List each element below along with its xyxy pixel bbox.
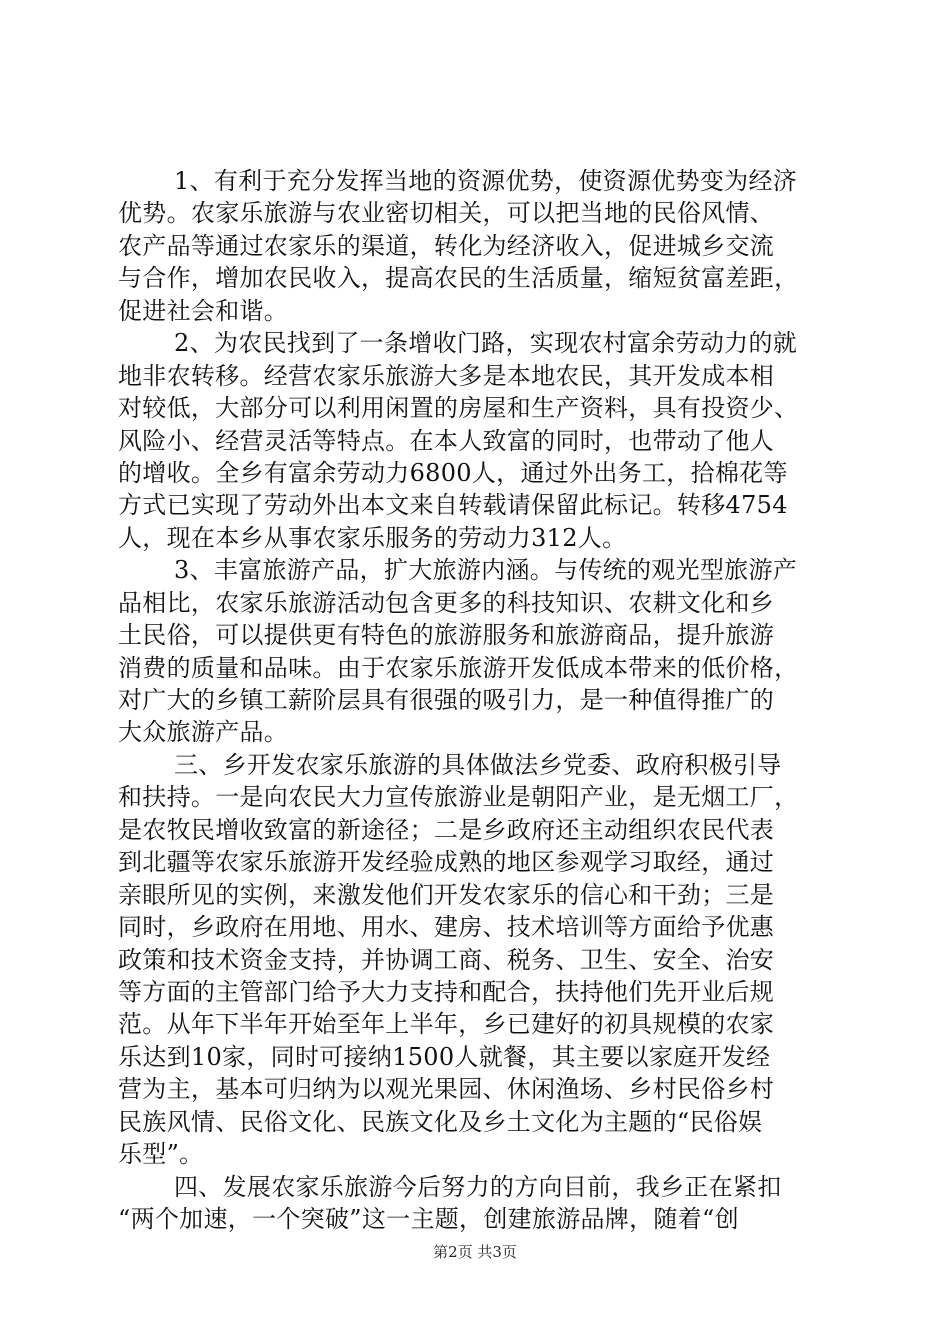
text-line: 对较低，大部分可以利用闲置的房屋和生产资料，具有投资少、	[118, 394, 799, 423]
text-line: 地非农转移。经营农家乐旅游大多是本地农民，其开发成本相	[118, 361, 775, 390]
text-line: 到北疆等农家乐旅游开发经验成熟的地区参观学习取经，通过	[118, 848, 775, 877]
text-line: 对广大的乡镇工薪阶层具有很强的吸引力，是一种值得推广的	[118, 686, 775, 714]
text-line: 风险小、经营灵活等特点。在本人致富的同时，也带动了他人	[118, 426, 775, 455]
text-line: 同时，乡政府在用地、用水、建房、技术培训等方面给予优惠	[118, 913, 775, 942]
text-line: 人，现在本乡从事农家乐服务的劳动力312人。	[118, 523, 627, 552]
para-point-2	[118, 327, 848, 554]
text-line: 促进社会和谐。	[118, 296, 289, 325]
text-line: 大众旅游产品。	[118, 718, 289, 747]
para-point-3	[118, 554, 848, 749]
text-line: 方式已实现了劳动外出本文来自转载请保留此标记。转移4754	[118, 491, 788, 520]
text-line: 民族风情、民俗文化、民族文化及乡土文化为主题的“民俗娱	[118, 1107, 763, 1136]
text-line: 政策和技术资金支持，并协调工商、税务、卫生、安全、治安	[118, 945, 775, 974]
text-line: 三、乡开发农家乐旅游的具体做法乡党委、政府积极引导	[174, 750, 782, 779]
para-point-1	[118, 165, 848, 327]
text-line: 优势。农家乐旅游与农业密切相关，可以把当地的民俗风情、	[118, 199, 775, 228]
para-section-4	[118, 1171, 848, 1236]
text-line: 等方面的主管部门给予大力支持和配合，扶持他们先开业后规	[118, 977, 775, 1006]
text-line: 农产品等通过农家乐的渠道，转化为经济收入，促进城乡交流	[118, 231, 775, 260]
text-line: 营为主，基本可归纳为以观光果园、休闲渔场、乡村民俗乡村	[118, 1075, 775, 1104]
page-footer	[0, 1242, 950, 1262]
text-line: 范。从年下半年开始至年上半年，乡已建好的初具规模的农家	[118, 1010, 775, 1039]
text-line: 1、有利于充分发挥当地的资源优势，使资源优势变为经济	[174, 167, 798, 195]
text-line: 2、为农民找到了一条增收门路，实现农村富余劳动力的就	[174, 329, 798, 358]
para-section-3	[118, 749, 848, 1171]
text-line: 3、丰富旅游产品，扩大旅游内涵。与传统的观光型旅游产	[174, 556, 798, 585]
text-line: 消费的质量和品味。由于农家乐旅游开发低成本带来的低价格，	[118, 653, 799, 682]
text-line: 是农牧民增收致富的新途径；二是乡政府还主动组织农民代表	[118, 815, 775, 844]
text-line: 的增收。全乡有富余劳动力6800人，通过外出务工，拾棉花等	[118, 458, 788, 487]
text-line: 与合作，增加农民收入，提高农民的生活质量，缩短贫富差距，	[118, 264, 799, 293]
text-line: 和扶持。一是向农民大力宣传旅游业是朝阳产业，是无烟工厂，	[118, 783, 799, 812]
text-line: 乐型”。	[118, 1140, 204, 1169]
text-line: 乐达到10家，同时可接纳1500人就餐，其主要以家庭开发经	[118, 1042, 771, 1071]
page-number-label: 第2页 共3页	[433, 1243, 517, 1261]
text-line: 品相比，农家乐旅游活动包含更多的科技知识、农耕文化和乡	[118, 588, 775, 617]
text-line: 土民俗，可以提供更有特色的旅游服务和旅游商品，提升旅游	[118, 621, 775, 650]
body-text	[118, 165, 848, 1235]
text-line: 四、发展农家乐旅游今后努力的方向目前，我乡正在紧扣	[174, 1172, 782, 1201]
text-line: “两个加速，一个突破”这一主题，创建旅游品牌，随着“创	[118, 1205, 739, 1233]
text-line: 亲眼所见的实例，来激发他们开发农家乐的信心和干劲；三是	[118, 880, 775, 909]
